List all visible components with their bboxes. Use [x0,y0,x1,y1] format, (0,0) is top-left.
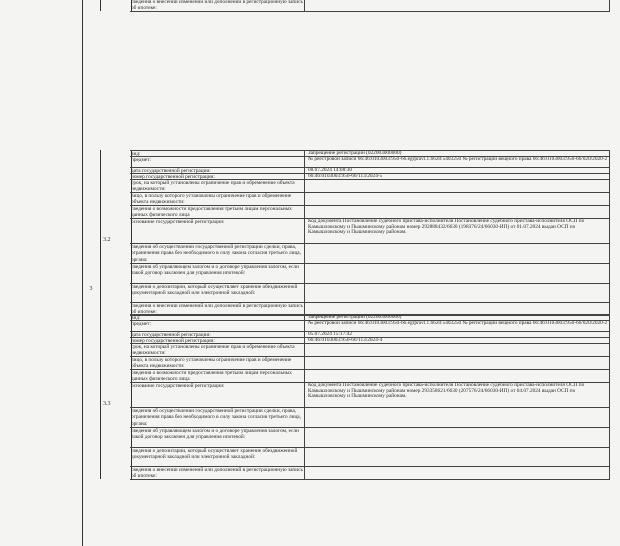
entry-number: 3.2 [103,236,111,243]
field-label: предмет: [130,321,305,331]
field-value: № реестровой записи 66:46:0103003:950-66.egrpravl.1.6620:5403250 № регистрации вещного права 66:46:0103003:950-66/020/2020-2 [306,321,610,331]
section-border [82,0,611,546]
field-label: сведения о депозитарии, который осуществляет хранение обездвиженной документарной закладной или электронной закладной: [130,448,305,466]
field-value: Запрещение регистрации (022003000000) [306,315,610,320]
field-label: сведения о возможности предоставления третьим лицам персональных данных физического лица [130,206,305,218]
field-label: номер государственной регистрации: [130,174,305,179]
field-value: 66:46:0103003:950-66/113/2024-5 [306,174,610,179]
field-value: Код документа Постановление судебного пристава-исполнителя Постановление судебного пристава-исполнителя ОСП по Камышловскому и Пышминскому районам номер 293358621/6630 (207576/24/66030-ИП) от 04.07.2024 выдан ОСП по Камышловскому и Пышминскому районам. [306,383,610,407]
field-value: 66:46:0103003:950-66/113/2024-4 [306,338,610,343]
field-label: сведения о внесении изменений или дополнений в регистрационную запись об ипотеке: [130,303,305,315]
field-value: 08.07.2024 14:08:30 [306,168,610,173]
field-label: сведения о возможности предоставления третьим лицам персональных данных физического лица [130,370,305,382]
field-label: сведения об управляющем залогом и о договоре управления залогом, если такой договор заключен для управления ипотекой: [130,428,305,447]
field-label: сведения о внесении изменений или дополнений в регистрационную запись об ипотеке: [130,467,305,479]
field-label: сведения о депозитарии, который осуществляет хранение обездвиженной документарной закладной или электронной закладной: [130,284,305,302]
field-label: дата государственной регистрации: [130,168,305,173]
field-value: 05.07.2024 15:17:42 [306,332,610,337]
field-label: срок, на который установлены ограничение прав и обременение объекта недвижимости: [130,344,305,356]
field-label: сведения об осуществлении государственной регистрации сделки, права, ограничения права без необходимого в силу закона согласия третьего лица, органа: [130,244,305,263]
field-label: основание государственной регистрации: [130,219,305,243]
section-number: 3 [89,286,93,292]
field-label: сведения о внесении изменений или дополнений в регистрационную запись об ипотеке: [130,0,305,11]
field-value: Код документа Постановление судебного пристава-исполнителя Постановление судебного пристава-исполнителя ОСП по Камышловскому и Пышминскому районам номер 292888432/6630 (198376/24/66030-ИП) от 01.07.2024 выдан ОСП по Камышловскому и Пышминскому районам. [306,219,610,243]
field-label: сведения об осуществлении государственной регистрации сделки, права, ограничения права без необходимого в силу закона согласия третьего лица, органа: [130,408,305,427]
field-label: предмет: [130,157,305,167]
entry-number: 3.3 [103,400,111,407]
field-label: лицо, в пользу которого установлены ограничение прав и обременение объекта недвижимости: [130,357,305,369]
field-label: сведения об управляющем залогом и о договоре управления залогом, если такой договор заключен для управления ипотекой: [130,264,305,283]
field-label: номер государственной регистрации: [130,338,305,343]
field-label: вид: [130,315,305,320]
field-value: № реестровой записи 66:46:0103003:950-66.egrpravl.1.6620:5403250 № регистрации вещного права 66:46:0103003:950-66/020/2020-2 [306,157,610,167]
field-label: вид: [130,151,305,156]
field-value: Запрещение регистрации (022003000000) [306,151,610,156]
field-label: дата государственной регистрации: [130,332,305,337]
field-label: лицо, в пользу которого установлены ограничение прав и обременение объекта недвижимости: [130,193,305,205]
field-label: основание государственной регистрации: [130,383,305,407]
field-label: срок, на который установлены ограничение прав и обременение объекта недвижимости: [130,180,305,192]
